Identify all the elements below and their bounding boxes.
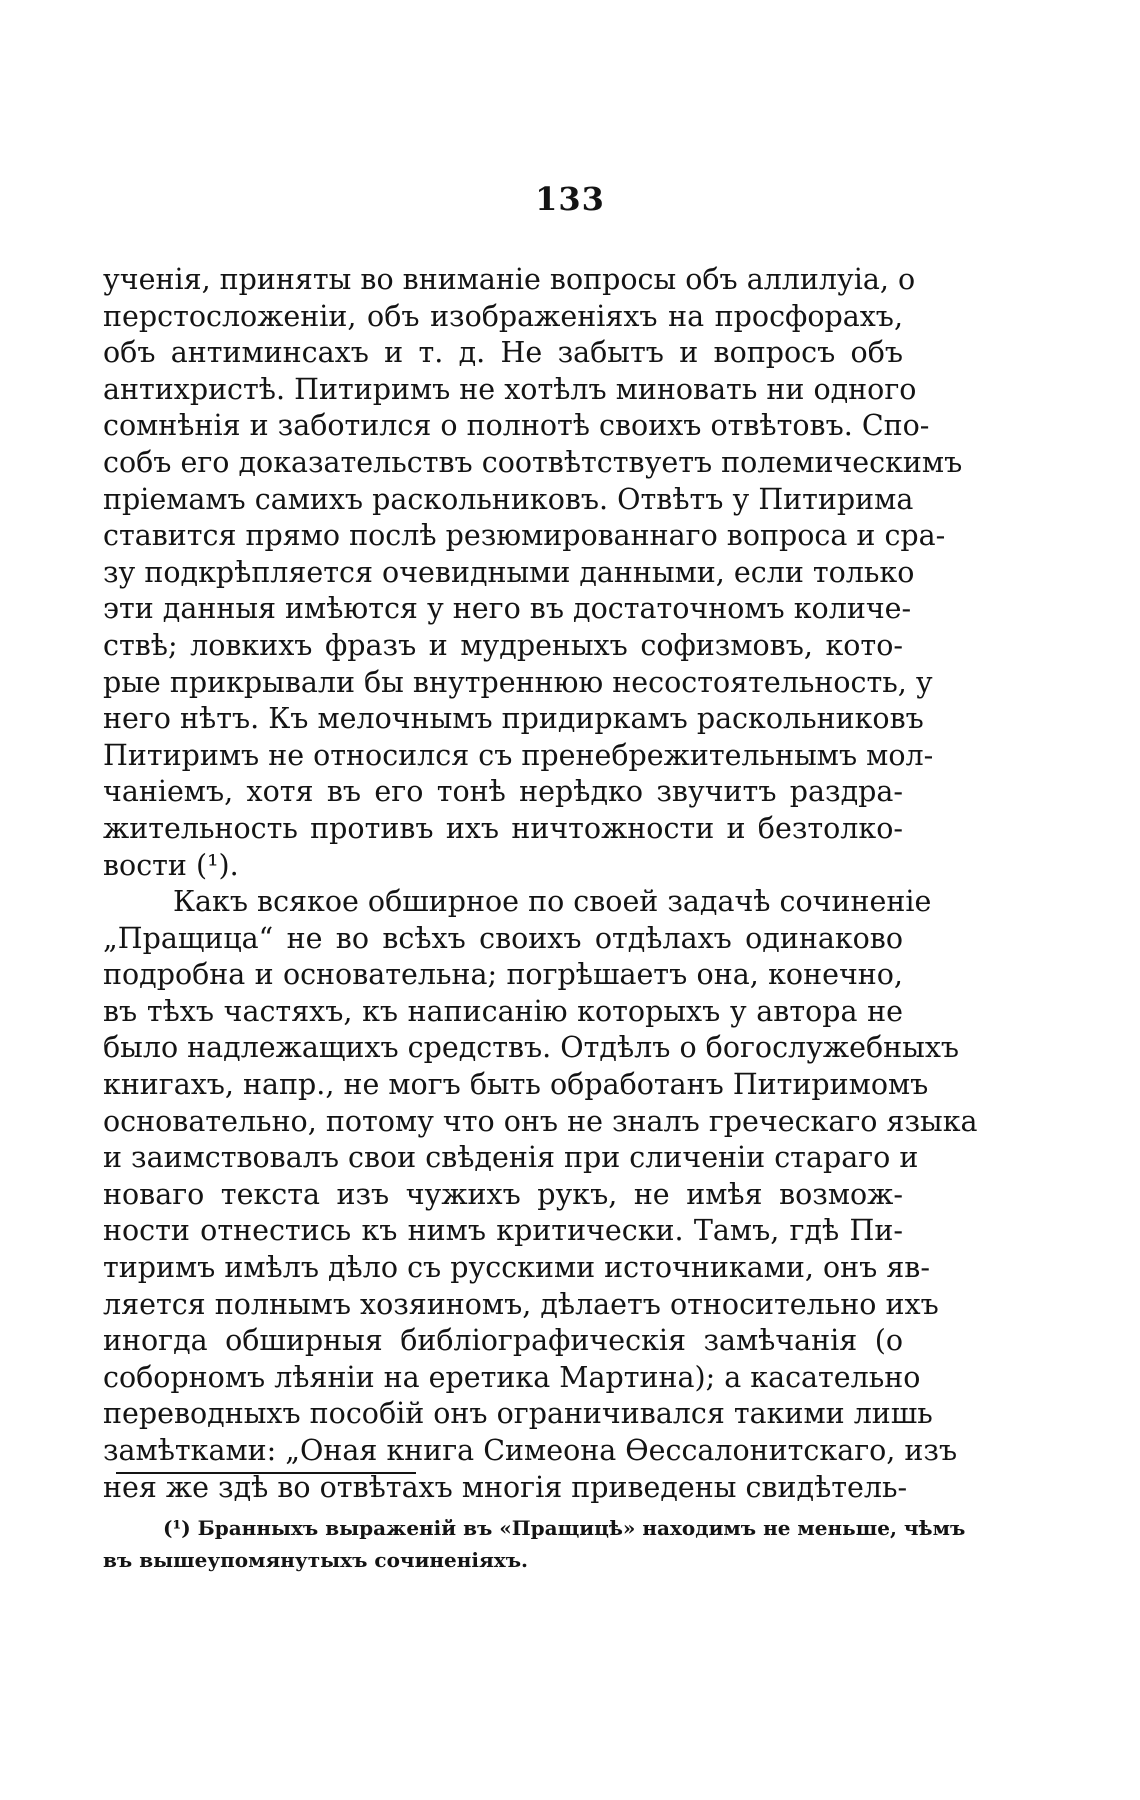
text-line: эти данныя имѣются у него въ достаточномъ количе- bbox=[103, 592, 912, 626]
text-line: пріемамъ самихъ раскольниковъ. Отвѣтъ у Питирима bbox=[103, 482, 914, 516]
text-line: жительность противъ ихъ ничтожности и безтолко- bbox=[103, 811, 903, 845]
text-line: зу подкрѣпляется очевидными данными, если только bbox=[103, 555, 915, 589]
text-line: тиримъ имѣлъ дѣло съ русскими источниками, онъ яв- bbox=[103, 1251, 930, 1285]
text-line: него нѣтъ. Къ мелочнымъ придиркамъ раскольниковъ bbox=[103, 702, 924, 736]
text-line: объ антиминсахъ и т. д. Не забытъ и вопросъ объ bbox=[103, 336, 903, 370]
footnote-line: въ вышеупомянутыхъ сочиненіяхъ. bbox=[103, 1548, 528, 1572]
text-line: перстосложеніи, объ изображеніяхъ на просфорахъ, bbox=[103, 299, 903, 333]
footnote-divider bbox=[116, 1472, 416, 1474]
paragraph-end-line: вости (¹). bbox=[103, 848, 239, 882]
text-line: чаніемъ, хотя въ его тонѣ нерѣдко звучитъ раздра- bbox=[103, 775, 903, 809]
text-line: Питиримъ не относился съ пренебрежительнымъ мол- bbox=[103, 738, 934, 772]
text-line: иногда обширныя библіографическія замѣчанія (о bbox=[103, 1324, 903, 1358]
text-line: нея же здѣ во отвѣтахъ многія приведены свидѣтель- bbox=[103, 1470, 908, 1504]
main-text bbox=[103, 262, 978, 1506]
text-line: соборномъ лѣяніи на еретика Мартина); а касательно bbox=[103, 1360, 921, 1394]
paragraph-start-line: Какъ всякое обширное по своей задачѣ сочиненіе bbox=[173, 885, 932, 919]
text-line: и заимствовалъ свои свѣденія при сличеніи стараго и bbox=[103, 1141, 919, 1175]
footnotes bbox=[103, 1512, 966, 1576]
text-line: сомнѣнія и заботился о полнотѣ своихъ отвѣтовъ. Спо- bbox=[103, 409, 930, 443]
text-line: „Пращица“ не во всѣхъ своихъ отдѣлахъ одинаково bbox=[103, 921, 903, 955]
text-line: въ тѣхъ частяхъ, къ написанію которыхъ у автора не bbox=[103, 994, 903, 1028]
footnote-line: (¹) Бранныхъ выраженій въ «Пращицѣ» находимъ не меньше, чѣмъ bbox=[163, 1516, 966, 1540]
text-line: книгахъ, напр., не могъ быть обработанъ Питиримомъ bbox=[103, 1068, 929, 1102]
text-line: антихристѣ. Питиримъ не хотѣлъ миновать ни одного bbox=[103, 372, 917, 406]
text-line: ности отнестись къ нимъ критически. Тамъ, гдѣ Пи- bbox=[103, 1214, 903, 1248]
text-line: подробна и основательна; погрѣшаетъ она, конечно, bbox=[103, 958, 903, 992]
text-line: новаго текста изъ чужихъ рукъ, не имѣя возмож- bbox=[103, 1177, 903, 1211]
page-number: 133 bbox=[535, 180, 605, 218]
text-line: переводныхъ пособій онъ ограничивался такими лишь bbox=[103, 1397, 933, 1431]
text-line: ученія, приняты во вниманіе вопросы объ аллилуіа, о bbox=[103, 263, 916, 296]
text-line: было надлежащихъ средствъ. Отдѣлъ о богослужебныхъ bbox=[103, 1031, 960, 1065]
text-line: рые прикрывали бы внутреннюю несостоятельность, у bbox=[103, 665, 933, 699]
text-line: ляется полнымъ хозяиномъ, дѣлаетъ относительно ихъ bbox=[103, 1287, 939, 1321]
text-line: замѣтками: „Оная книга Симеона Ѳессалонитскаго, изъ bbox=[103, 1434, 958, 1467]
text-line: основательно, потому что онъ не зналъ греческаго языка bbox=[103, 1104, 978, 1138]
text-line: ствѣ; ловкихъ фразъ и мудреныхъ софизмовъ, кото- bbox=[103, 628, 903, 662]
text-line: собъ его доказательствъ соотвѣтствуетъ полемическимъ bbox=[103, 445, 963, 479]
text-line: ставится прямо послѣ резюмированнаго вопроса и сра- bbox=[103, 519, 946, 553]
